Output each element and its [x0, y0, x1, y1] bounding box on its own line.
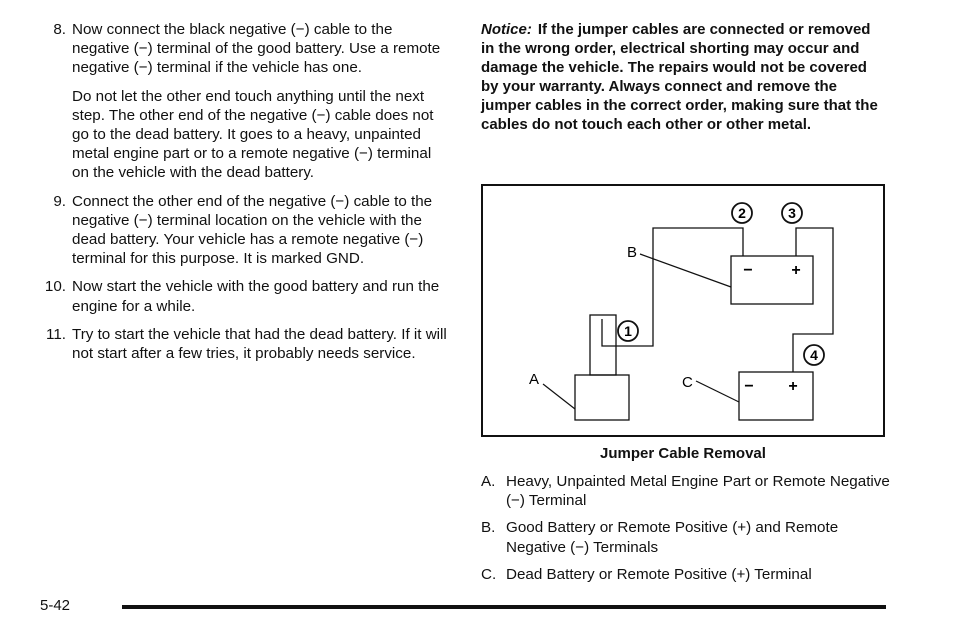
step-text: Now connect the black negative (−) cable to the negative (−) terminal of the good battery. Use a remote negative (−) terminal if the vehicle has one.	[72, 21, 441, 77]
step-number: 10.	[44, 278, 66, 296]
callout-2: 2	[738, 205, 746, 221]
legend-text: Heavy, Unpainted Metal Engine Part or Remote Negative (−) Terminal	[506, 473, 890, 510]
diagram-svg	[483, 186, 883, 435]
notice-label: Notice:	[481, 21, 532, 38]
label-a: A	[529, 371, 540, 388]
instruction-steps	[38, 20, 448, 372]
callout-3: 3	[788, 205, 796, 221]
leader-line-b	[640, 254, 731, 287]
engine-part-post	[590, 315, 616, 375]
legend-item-b	[481, 518, 891, 556]
step-number: 9.	[53, 192, 66, 210]
step-number: 8.	[53, 21, 66, 38]
step-number: 11.	[46, 325, 66, 343]
notice-body: If the jumper cables are connected or removed in the wrong order, electrical shorting may occur and damage the vehicle. The repairs would not be covered by your warranty. Always connect and remove the jumper cables in the correct order, making sure that the cables do not touch each other or other metal.	[481, 21, 878, 133]
dead-battery-minus: −	[744, 378, 754, 395]
legend-key: A.	[481, 473, 496, 490]
label-c: C	[682, 374, 693, 391]
diagram-caption: Jumper Cable Removal	[600, 445, 766, 462]
leader-line-a	[543, 384, 575, 409]
step-text: Do not let the other end touch anything until the next step. The other end of the negative (−) cable does not go to the dead battery. It goes to a heavy, unpainted metal engine part or to a remote negative (−) terminal on the vehicle with the dead battery.	[72, 87, 434, 182]
step-11	[38, 325, 448, 363]
step-text: Try to start the vehicle that had the dead battery. If it will not start after a few tries, it probably needs service.	[72, 325, 447, 363]
legend-item-a	[481, 472, 891, 510]
legend-key: B.	[481, 519, 496, 537]
legend-item-c	[481, 565, 891, 584]
page-number: 5-42	[40, 597, 71, 614]
engine-part-block	[575, 375, 629, 420]
label-b: B	[627, 244, 638, 261]
diagram-legend	[481, 472, 891, 592]
footer-rule	[122, 605, 886, 609]
step-text: Now start the vehicle with the good battery and run the engine for a while.	[72, 278, 440, 315]
step-10	[38, 277, 448, 315]
jumper-cable-diagram	[481, 184, 885, 437]
notice-text	[481, 20, 886, 134]
dead-battery-plus: +	[788, 378, 798, 395]
callout-1: 1	[624, 323, 632, 339]
step-text: Connect the other end of the negative (−) cable to the negative (−) terminal location on the vehicle with the dead battery. Your vehicle has a remote negative (−) terminal for this purpose. It is marked GND.	[72, 192, 433, 268]
good-battery-plus: +	[791, 262, 801, 279]
good-battery-minus: −	[743, 262, 753, 279]
legend-key: C.	[481, 565, 497, 583]
callout-4: 4	[810, 347, 818, 363]
legend-text: Dead Battery or Remote Positive (+) Terminal	[506, 565, 812, 583]
leader-line-c	[696, 381, 739, 402]
step-9	[38, 192, 448, 269]
legend-text: Good Battery or Remote Positive (+) and Remote Negative (−) Terminals	[506, 519, 839, 556]
notice-block	[481, 20, 886, 134]
step-8	[38, 20, 448, 183]
